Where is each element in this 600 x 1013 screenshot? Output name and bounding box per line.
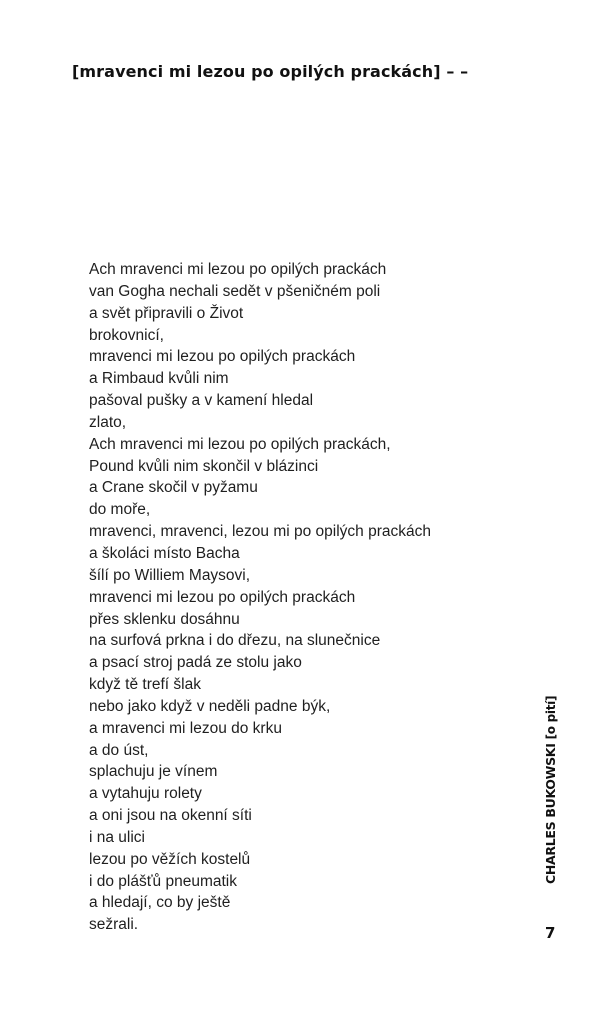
poem-line: Ach mravenci mi lezou po opilých prackách,: [89, 435, 391, 453]
poem-line: Ach mravenci mi lezou po opilých prackách: [89, 261, 387, 278]
page-number: 7: [545, 924, 556, 942]
poem-line: do moře,: [89, 501, 151, 519]
poem-line: šílí po Williem Maysovi,: [89, 566, 251, 584]
running-head-author: CHARLES BUKOWSKI: [543, 743, 558, 884]
poem-line: a hledají, co by ještě: [89, 894, 231, 912]
poem-line: mravenci mi lezou po opilých prackách: [89, 588, 356, 606]
poem-line: přes sklenku dosáhnu: [89, 610, 240, 628]
poem-line: lezou po věžích kostelů: [89, 850, 251, 868]
poem-line: splachuju je vínem: [89, 763, 218, 781]
poem-line: zlato,: [89, 413, 127, 431]
poem-line: a svět připravili o Život: [89, 304, 244, 322]
poem-line: brokovnicí,: [89, 326, 164, 344]
poem-line: a Rimbaud kvůli nim: [89, 370, 229, 388]
poem-line: a mravenci mi lezou do krku: [89, 719, 282, 737]
running-head: [543, 696, 558, 884]
poem-line: a do úst,: [89, 741, 149, 759]
poem-line: na surfová prkna i do dřezu, na slunečnice: [89, 632, 381, 650]
running-head-book: [o pití]: [544, 695, 558, 740]
poem-line: sežrali.: [89, 916, 139, 934]
poem-line: nebo jako když v neděli padne býk,: [89, 697, 331, 715]
poem-line: Pound kvůli nim skončil v blázinci: [89, 457, 319, 475]
poem-line: van Gogha nechali sedět v pšeničném poli: [89, 282, 381, 300]
poem-line: i na ulici: [89, 828, 145, 846]
poem-line: pašoval pušky a v kamení hledal: [89, 392, 314, 410]
poem-line: mravenci, mravenci, lezou mi po opilých prackách: [89, 523, 431, 541]
poem-line: mravenci mi lezou po opilých prackách: [89, 348, 356, 366]
poem-line: a psací stroj padá ze stolu jako: [89, 654, 302, 672]
poem-line: a Crane skočil v pyžamu: [89, 479, 258, 497]
poem-body: [89, 259, 431, 936]
poem-title: [mravenci mi lezou po opilých prackách] – –: [72, 62, 469, 81]
poem-line: a oni jsou na okenní síti: [89, 807, 252, 825]
poem-line: a školáci místo Bacha: [89, 544, 240, 562]
poem-line: i do plášťů pneumatik: [89, 872, 237, 890]
poem-line: a vytahuju rolety: [89, 785, 202, 803]
poem-line: když tě trefí šlak: [89, 676, 201, 694]
